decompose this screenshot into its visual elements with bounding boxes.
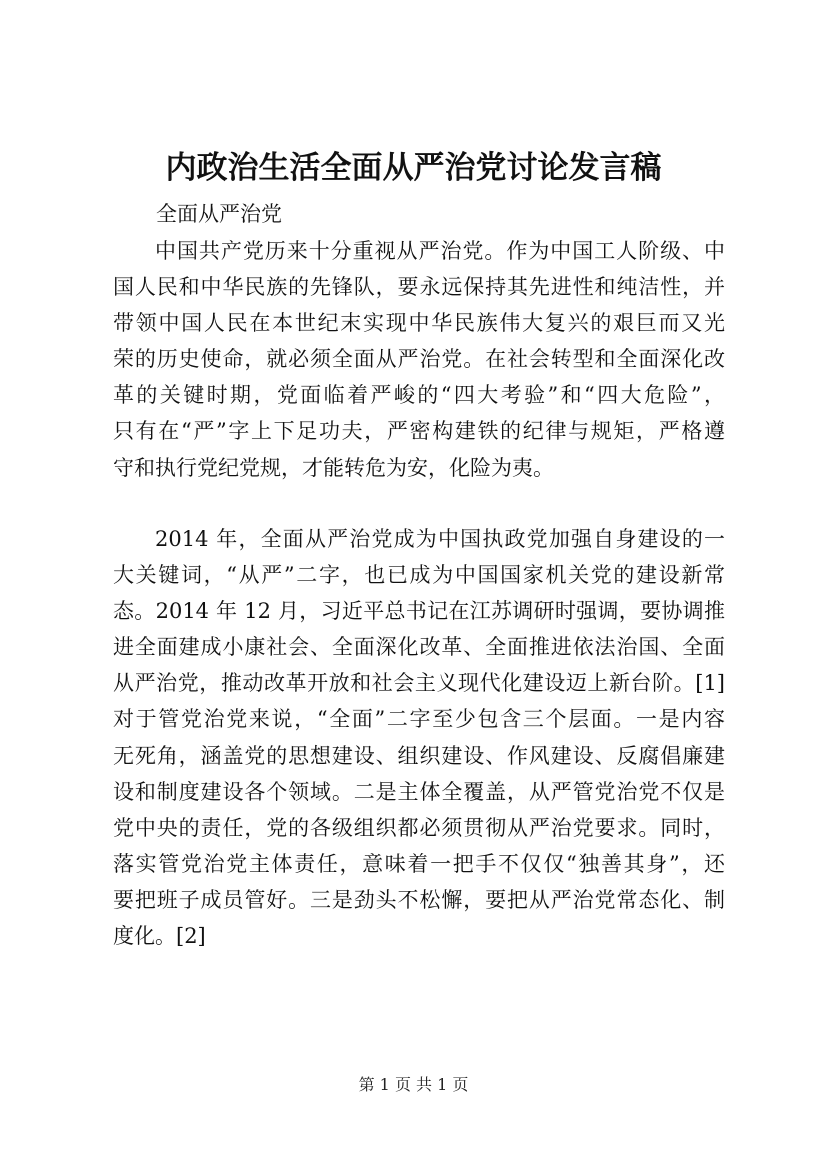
paragraph-line: 荣的历史使命，就必须全面从严治党。在社会转型和全面深化改 [113, 347, 725, 372]
paragraph-line: 中国共产党历来十分重视从严治党。作为中国工人阶级、中 [155, 239, 725, 263]
paragraph-line: 设和制度建设各个领域。二是主体全覆盖，从严管党治党不仅是 [113, 779, 725, 804]
paragraph-line: 度化。[2] [113, 924, 206, 949]
paragraph-line: 要把班子成员管好。三是劲头不松懈，要把从严治党常态化、制 [113, 887, 725, 912]
paragraph-line: 带领中国人民在本世纪末实现中华民族伟大复兴的艰巨而又光 [113, 311, 725, 336]
document-title: 内政治生活全面从严治党讨论发言稿 [165, 150, 662, 186]
paragraph-line: 态。2014 年 12 月，习近平总书记在江苏调研时强调，要协调推 [113, 599, 725, 624]
page-footer: 第 1 页 共 1 页 [358, 1075, 469, 1094]
paragraph-1 [113, 233, 725, 486]
paragraph-line: 只有在“严”字上下足功夫，严密构建铁的纪律与规矩，严格遵 [113, 419, 725, 444]
paragraph-line: 落实管党治党主体责任，意味着一把手不仅仅“独善其身”，还 [113, 851, 725, 876]
paragraph-line: 守和执行党纪党规，才能转危为安，化险为夷。 [113, 455, 554, 480]
paragraph-2 [113, 521, 725, 954]
paragraph-line: 无死角，涵盖党的思想建设、组织建设、作风建设、反腐倡廉建 [113, 743, 725, 768]
paragraph-line: 从严治党，推动改革开放和社会主义现代化建设迈上新台阶。[1] [113, 671, 725, 696]
paragraph-line: 国人民和中华民族的先锋队，要永远保持其先进性和纯洁性，并 [113, 275, 725, 300]
paragraph-line: 大关键词，“从严”二字，也已成为中国国家机关党的建设新常 [113, 563, 725, 588]
paragraph-line: 党中央的责任，党的各级组织都必须贯彻从严治党要求。同时， [113, 815, 725, 840]
paragraph-line: 对于管党治党来说，“全面”二字至少包含三个层面。一是内容 [113, 707, 725, 732]
document-subtitle: 全面从严治党 [156, 202, 282, 226]
paragraph-line: 2014 年，全面从严治党成为中国执政党加强自身建设的一 [155, 527, 725, 551]
paragraph-line: 进全面建成小康社会、全面深化改革、全面推进依法治国、全面 [113, 635, 725, 660]
paragraph-line: 革的关键时期，党面临着严峻的“四大考验”和“四大危险”， [113, 383, 725, 408]
